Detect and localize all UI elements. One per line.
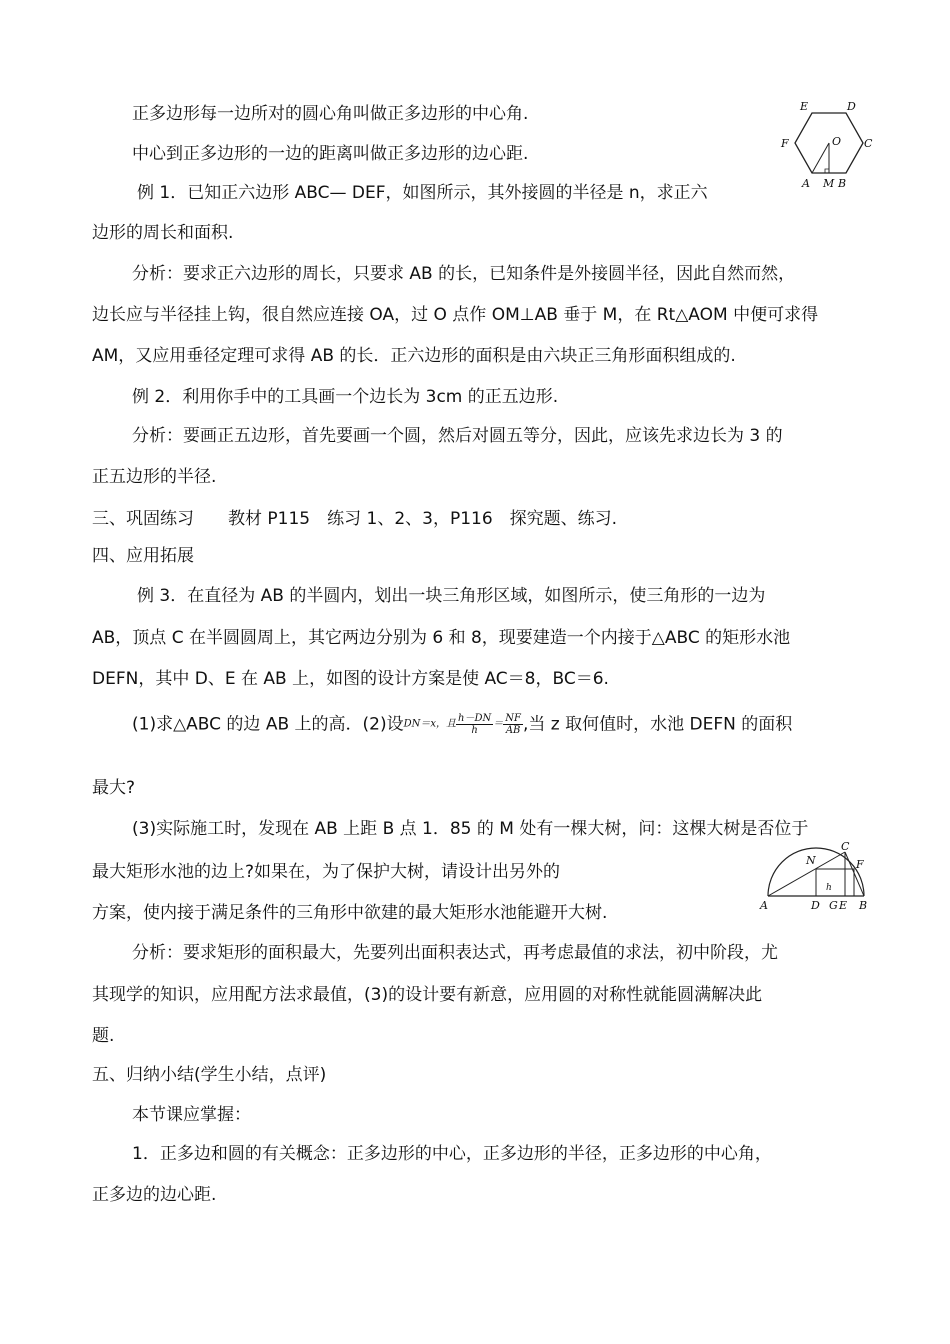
label-B: B (838, 177, 847, 190)
label-N: N (806, 854, 816, 867)
section-heading: 四、应用拓展 (92, 546, 194, 566)
fraction-denominator: h (471, 725, 478, 736)
label-O: O (832, 135, 842, 148)
text-line: 正五边形的半径. (92, 467, 217, 487)
radius-OA (812, 143, 829, 173)
text-line: (3)实际施工时，发现在 AB 上距 B 点 1．85 的 M 处有一棵大树，问：这棵大树是否位于 (132, 819, 809, 839)
fraction-numerator: h－DN (458, 713, 492, 724)
text-line: 例 1．已知正六边形 ABC— DEF，如图所示，其外接圆的半径是 n，求正六 (137, 183, 708, 203)
label-E: E (839, 899, 848, 912)
label-A: A (760, 899, 768, 912)
label-D: D (811, 899, 820, 912)
label-D: D (847, 100, 856, 113)
label-h: h (826, 883, 832, 893)
text-line-with-formula (132, 713, 792, 736)
hexagon-diagram (776, 98, 876, 192)
text-segment: (1)求△ABC 的边 AB 上的高．(2)设 (132, 714, 404, 735)
text-line: 本节课应掌握： (132, 1105, 251, 1125)
label-B: B (859, 899, 868, 912)
text-line: AB，顶点 C 在半圆圆周上，其它两边分别为 6 和 8，现要建造一个内接于△ABC 的矩形水池 (92, 628, 791, 648)
text-line: 题. (92, 1026, 115, 1046)
text-line: DEFN，其中 D、E 在 AB 上，如图的设计方案是使 AC＝8，BC＝6. (92, 669, 609, 689)
semicircle-diagram (756, 838, 876, 914)
text-line: 最大? (92, 778, 136, 798)
formula-equals: ＝ (493, 718, 504, 730)
text-line: 正多边形每一边所对的圆心角叫做正多边形的中心角. (132, 104, 529, 124)
label-F: F (856, 858, 864, 871)
text-line: 其现学的知识，应用配方法求最值，(3)的设计要有新意，应用圆的对称性就能圆满解决此 (92, 985, 763, 1005)
text-line: 边长应与半径挂上钩，很自然应连接 OA，过 O 点作 OM⊥AB 垂于 M，在 Rt△AOM 中便可求得 (92, 305, 819, 325)
text-line: 中心到正多边形的一边的距离叫做正多边形的边心距. (132, 144, 529, 164)
text-line: 分析：要画正五边形，首先要画一个圆，然后对圆五等分，因此，应该先求边长为 3 的 (132, 426, 783, 446)
formula-segment: DN＝x，且 (403, 718, 457, 730)
fraction-denominator: AB (505, 725, 521, 736)
text-segment: ,当 z 取何值时，水池 DEFN 的面积 (522, 714, 793, 735)
semicircle-figure (756, 838, 876, 914)
label-F: F (781, 137, 789, 150)
rectangle-DEFN (816, 869, 854, 896)
label-M: M (823, 177, 835, 190)
section-heading: 五、归纳小结(学生小结，点评) (92, 1065, 327, 1085)
label-G: G (829, 899, 838, 912)
label-C: C (841, 840, 850, 853)
text-line: 正多边的边心距. (92, 1185, 217, 1205)
fraction (456, 713, 493, 736)
text-line: 边形的周长和面积. (92, 223, 234, 243)
text-line: 例 3．在直径为 AB 的半圆内，划出一块三角形区域，如图所示，使三角形的一边为 (137, 586, 766, 606)
text-line: 例 2．利用你手中的工具画一个边长为 3cm 的正五边形. (132, 387, 559, 407)
hexagon-figure (776, 98, 876, 192)
text-line: 1．正多边和圆的有关概念：正多边形的中心，正多边形的半径，正多边形的中心角， (132, 1144, 772, 1164)
label-E: E (800, 100, 809, 113)
text-line: 分析：要求矩形的面积最大，先要列出面积表达式，再考虑最值的求法，初中阶段，尤 (132, 943, 778, 963)
label-C: C (864, 137, 873, 150)
text-line: 三、巩固练习 教材 P115 练习 1、2、3，P116 探究题、练习. (92, 509, 618, 529)
text-line: 方案，使内接于满足条件的三角形中欲建的最大矩形水池能避开大树. (92, 903, 608, 923)
label-A: A (802, 177, 810, 190)
text-line: 最大矩形水池的边上?如果在，为了保护大树，请设计出另外的 (92, 862, 561, 882)
text-line: 分析：要求正六边形的周长，只要求 AB 的长，已知条件是外接圆半径，因此自然而然， (132, 264, 796, 284)
text-line: AM，又应用垂径定理可求得 AB 的长．正六边形的面积是由六块正三角形面积组成的. (92, 346, 736, 366)
fraction (503, 713, 523, 736)
fraction-numerator: NF (505, 713, 521, 724)
